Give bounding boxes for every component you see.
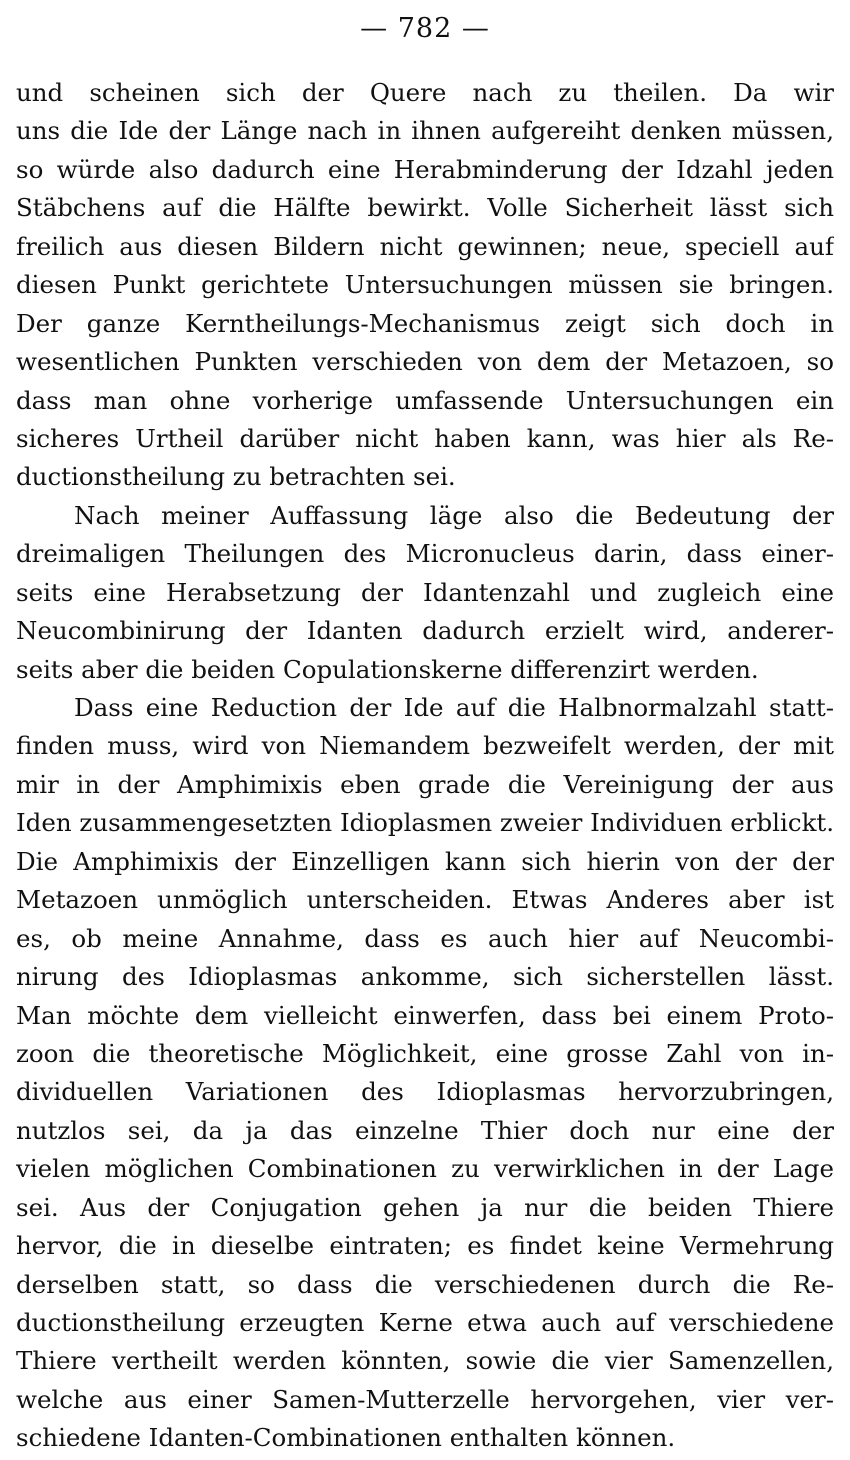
text-line: Nach meiner Auffassung läge also die Bedeutung der [74, 500, 834, 530]
page-number: — 782 — [360, 13, 490, 44]
text-line: Stäbchens auf die Hälfte bewirkt. Volle Sicherheit lässt sich [16, 193, 834, 223]
text-line: ductionstheilung erzeugten Kerne etwa auch auf verschiedene [16, 1308, 834, 1337]
text-line: schiedene Idanten-Combinationen enthalten können. [16, 1423, 676, 1453]
text-line: diesen Punkt gerichtete Untersuchungen müssen sie bringen. [16, 270, 834, 300]
text-line: vielen möglichen Combinationen zu verwirklichen in der Lage [16, 1154, 834, 1184]
text-line: Thiere vertheilt werden könnten, sowie die vier Samenzellen, [16, 1346, 834, 1376]
text-line: Die Amphimixis der Einzelligen kann sich hierin von der der [16, 846, 834, 876]
text-line: derselben statt, so dass die verschiedenen durch die Re- [16, 1269, 834, 1299]
text-line: Man möchte dem vielleicht einwerfen, dass bei einem Proto- [16, 1000, 834, 1030]
text-line: es, ob meine Annahme, dass es auch hier auf Neucombi- [16, 923, 834, 953]
text-line: dreimaligen Theilungen des Micronucleus darin, dass einer- [16, 539, 834, 569]
text-line: welche aus einer Samen-Mutterzelle hervorgehen, vier ver- [16, 1384, 834, 1414]
text-line: nirung des Idioplasmas ankomme, sich sicherstellen lässt. [16, 962, 834, 992]
text-line: und scheinen sich der Quere nach zu theilen. Da wir [16, 78, 834, 107]
text-line: finden muss, wird von Niemandem bezweifelt werden, der mit [16, 731, 834, 761]
body-text [16, 74, 834, 1458]
text-line: Neucombinirung der Idanten dadurch erzielt wird, anderer- [16, 616, 834, 646]
text-line: zoon die theoretische Möglichkeit, eine grosse Zahl von in- [16, 1038, 834, 1068]
text-line: Der ganze Kerntheilungs-Mechanismus zeigt sich doch in [16, 308, 834, 338]
text-line: sicheres Urtheil darüber nicht haben kann, was hier als Re- [16, 423, 834, 453]
text-line: dividuellen Variationen des Idioplasmas hervorzubringen, [16, 1077, 834, 1107]
text-line: seits eine Herabsetzung der Idantenzahl und zugleich eine [16, 577, 834, 607]
text-line: Metazoen unmöglich unterscheiden. Etwas Anderes aber ist [16, 885, 834, 915]
text-line: nutzlos sei, da ja das einzelne Thier doch nur eine der [16, 1115, 834, 1145]
text-line: Dass eine Reduction der Ide auf die Halbnormalzahl statt- [74, 693, 834, 722]
text-line: freilich aus diesen Bildern nicht gewinnen; neue, speciell auf [16, 231, 834, 261]
text-line: mir in der Amphimixis eben grade die Vereinigung der aus [16, 769, 834, 799]
text-line: hervor, die in dieselbe eintraten; es findet keine Vermehrung [16, 1231, 834, 1261]
text-line: seits aber die beiden Copulationskerne differenzirt werden. [16, 654, 759, 684]
text-line: Iden zusammengesetzten Idioplasmen zweier Individuen erblickt. [16, 808, 834, 838]
text-line: ductionstheilung zu betrachten sei. [16, 462, 456, 492]
text-line: dass man ohne vorherige umfassende Untersuchungen ein [16, 385, 834, 415]
text-line: wesentlichen Punkten verschieden von dem der Metazoen, so [16, 347, 834, 377]
text-line: sei. Aus der Conjugation gehen ja nur die beiden Thiere [16, 1192, 834, 1222]
text-line: uns die Ide der Länge nach in ihnen aufgereiht denken müssen, [16, 116, 834, 146]
text-line: so würde also dadurch eine Herabminderung der Idzahl jeden [16, 154, 834, 184]
